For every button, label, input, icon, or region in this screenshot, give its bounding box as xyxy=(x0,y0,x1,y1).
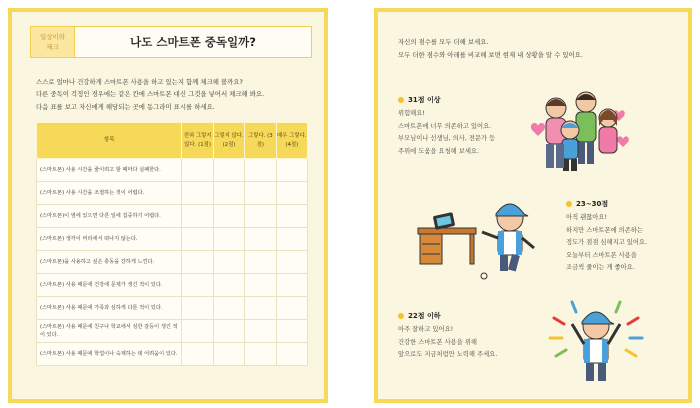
header-score-4: 매우 그렇다. (4점) xyxy=(276,123,307,159)
score-cell[interactable] xyxy=(182,251,213,274)
score-cell[interactable] xyxy=(182,182,213,205)
score-cell[interactable] xyxy=(276,274,307,297)
checklist-table xyxy=(36,122,308,366)
header-item: 항목 xyxy=(37,123,182,159)
score-cell[interactable] xyxy=(276,159,307,182)
score-line: 앞으로도 지금처럼만 노력해 주세요. xyxy=(398,351,498,359)
table-row xyxy=(37,159,308,182)
score-intro-line: 자신의 점수를 모두 더해 보세요. xyxy=(398,38,489,46)
score-cell[interactable] xyxy=(245,297,276,320)
table-row xyxy=(37,182,308,205)
bullet-icon xyxy=(566,201,572,207)
score-cell[interactable] xyxy=(182,320,213,343)
right-page xyxy=(374,8,692,403)
score-cell[interactable] xyxy=(213,320,244,343)
table-row xyxy=(37,228,308,251)
bullet-icon xyxy=(398,97,404,103)
score-cell[interactable] xyxy=(245,343,276,366)
row-item-text: (스마트폰)이 옆에 있으면 다른 일에 집중하기 어렵다. xyxy=(37,205,182,228)
table-row xyxy=(37,343,308,366)
score-cell[interactable] xyxy=(276,205,307,228)
cheering-boy-illustration xyxy=(546,294,646,388)
score-cell[interactable] xyxy=(213,159,244,182)
score-cell[interactable] xyxy=(245,182,276,205)
page-title: 나도 스마트폰 중독일까? xyxy=(130,35,256,49)
score-line: 조금씩 줄이는 게 좋아요. xyxy=(566,264,635,272)
row-item-text: (스마트폰) 사용 때문에 친구나 학교에서 심한 갈등이 생긴 적이 있다. xyxy=(37,320,182,343)
score-cell[interactable] xyxy=(276,320,307,343)
score-line: 오늘부터 스마트폰 사용을 xyxy=(566,251,637,259)
intro-line: 다음 표를 보고 자신에게 해당되는 곳에 동그라미 표시를 하세요. xyxy=(36,102,215,111)
desk-boy-illustration xyxy=(412,192,542,282)
table-row xyxy=(37,297,308,320)
row-item-text: (스마트폰) 생각이 머리에서 떠나지 않는다. xyxy=(37,228,182,251)
row-item-text: (스마트폰) 사용 때문에 건강에 문제가 생긴 적이 있다. xyxy=(37,274,182,297)
score-range: 23~30점 xyxy=(576,200,609,208)
score-cell[interactable] xyxy=(213,274,244,297)
header-score-2: 그렇지 않다. (2점) xyxy=(213,123,244,159)
header-score-3: 그렇다. (3점) xyxy=(245,123,276,159)
row-item-text: (스마트폰) 사용 때문에 가족과 심하게 다툰 적이 있다. xyxy=(37,297,182,320)
score-cell[interactable] xyxy=(245,228,276,251)
score-cell[interactable] xyxy=(276,251,307,274)
score-cell[interactable] xyxy=(213,251,244,274)
score-line: 스마트폰에 너무 의존하고 있어요. xyxy=(398,122,492,130)
score-cell[interactable] xyxy=(182,205,213,228)
row-item-text: (스마트폰) 사용 시간을 조절하는 것이 어렵다. xyxy=(37,182,182,205)
row-item-text: (스마트폰) 사용 때문에 학업이나 숙제하는 데 어려움이 있다. xyxy=(37,343,182,366)
score-cell[interactable] xyxy=(213,205,244,228)
table-row xyxy=(37,251,308,274)
score-intro-line: 모두 더한 점수와 아래를 비교해 보면 현재 내 상황을 알 수 있어요. xyxy=(398,51,583,59)
title-tag-line1: 일상이와 xyxy=(39,33,66,41)
score-range: 31점 이상 xyxy=(408,96,441,104)
score-line: 아주 잘하고 있어요! xyxy=(398,326,454,334)
title-bar xyxy=(30,26,312,58)
score-cell[interactable] xyxy=(245,159,276,182)
score-cell[interactable] xyxy=(276,228,307,251)
bullet-icon xyxy=(398,313,404,319)
family-illustration xyxy=(526,86,630,176)
score-line: 위험해요! xyxy=(398,110,425,118)
score-cell[interactable] xyxy=(276,297,307,320)
score-line: 주위에 도움을 요청해 보세요. xyxy=(398,147,479,155)
score-cell[interactable] xyxy=(182,274,213,297)
score-cell[interactable] xyxy=(213,343,244,366)
table-header-row xyxy=(37,123,308,159)
row-item-text: (스마트폰)을 사용하고 싶은 충동을 강하게 느낀다. xyxy=(37,251,182,274)
row-item-text: (스마트폰) 사용 시간을 줄이려고 할 때마다 실패한다. xyxy=(37,159,182,182)
score-cell[interactable] xyxy=(245,320,276,343)
score-block-low xyxy=(398,310,497,362)
intro-text xyxy=(36,76,312,113)
score-line: 정도가 점점 심해지고 있어요. xyxy=(566,239,647,247)
intro-line: 다른 중독이 걱정인 경우에는 같은 칸에 스마트폰 대신 그것을 넣어서 체크해 봐요. xyxy=(36,90,265,99)
score-cell[interactable] xyxy=(213,228,244,251)
score-cell[interactable] xyxy=(213,297,244,320)
score-cell[interactable] xyxy=(182,297,213,320)
score-cell[interactable] xyxy=(182,343,213,366)
score-cell[interactable] xyxy=(182,159,213,182)
table-row xyxy=(37,320,308,343)
score-line: 건강한 스마트폰 사용을 위해 xyxy=(398,338,477,346)
score-cell[interactable] xyxy=(245,205,276,228)
score-cell[interactable] xyxy=(276,182,307,205)
score-line: 아직 괜찮아요! xyxy=(566,214,608,222)
score-line: 하지만 스마트폰에 의존하는 xyxy=(566,226,643,234)
header-score-1: 전혀 그렇지 않다. (1점) xyxy=(182,123,213,159)
intro-line: 스스로 얼마나 건강하게 스마트폰 사용을 하고 있는지 함께 체크해 볼까요? xyxy=(36,78,243,86)
left-page xyxy=(8,8,328,403)
score-block-mid xyxy=(566,198,647,274)
score-cell[interactable] xyxy=(276,343,307,366)
score-line: 부모님이나 선생님, 의사, 전문가 등 xyxy=(398,135,496,143)
score-cell[interactable] xyxy=(245,274,276,297)
table-row xyxy=(37,205,308,228)
score-range: 22점 이하 xyxy=(408,312,441,320)
score-cell[interactable] xyxy=(245,251,276,274)
title-tag xyxy=(31,27,75,57)
score-cell[interactable] xyxy=(213,182,244,205)
title-tag-line2: 체크 xyxy=(46,43,59,51)
score-cell[interactable] xyxy=(182,228,213,251)
score-block-high xyxy=(398,94,495,158)
score-intro xyxy=(398,36,678,62)
table-row xyxy=(37,274,308,297)
